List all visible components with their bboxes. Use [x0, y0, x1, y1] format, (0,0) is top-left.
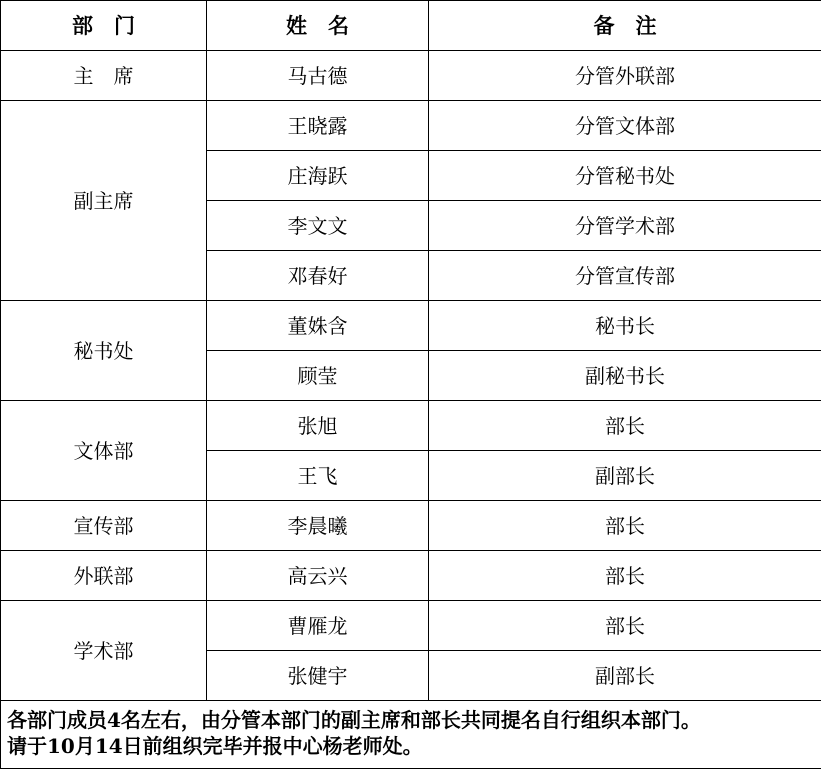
footnote-line-2: 请于10月14日前组织完毕并报中心杨老师处。 [7, 733, 821, 759]
footnote-cell [1, 701, 821, 769]
remark-cell: 部长 [429, 601, 821, 651]
remark-cell: 部长 [429, 401, 821, 451]
name-cell: 董姝含 [207, 301, 429, 351]
remark-cell: 部长 [429, 551, 821, 601]
department-cell: 副主席 [1, 101, 207, 301]
roster-body [1, 1, 821, 701]
name-cell: 顾莹 [207, 351, 429, 401]
table-row [1, 51, 821, 101]
department-cell: 文体部 [1, 401, 207, 501]
table-row [1, 101, 821, 151]
name-cell: 李文文 [207, 201, 429, 251]
name-cell: 王飞 [207, 451, 429, 501]
header-department: 部 门 [1, 1, 207, 51]
remark-cell: 部长 [429, 501, 821, 551]
remark-cell: 分管秘书处 [429, 151, 821, 201]
table-row [1, 501, 821, 551]
remark-cell: 分管外联部 [429, 51, 821, 101]
name-cell: 张健宇 [207, 651, 429, 701]
table-row [1, 551, 821, 601]
name-cell: 马古德 [207, 51, 429, 101]
footnote-line-1: 各部门成员4名左右，由分管本部门的副主席和部长共同提名自行组织本部门。 [7, 707, 821, 733]
name-cell: 高云兴 [207, 551, 429, 601]
header-remark: 备 注 [429, 1, 821, 51]
name-cell: 王晓露 [207, 101, 429, 151]
footnote-row [1, 701, 821, 769]
remark-cell: 分管文体部 [429, 101, 821, 151]
table-row [1, 401, 821, 451]
header-name: 姓 名 [207, 1, 429, 51]
remark-cell: 副部长 [429, 651, 821, 701]
name-cell: 庄海跃 [207, 151, 429, 201]
table-row [1, 301, 821, 351]
name-cell: 张旭 [207, 401, 429, 451]
name-cell: 邓春好 [207, 251, 429, 301]
department-cell: 秘书处 [1, 301, 207, 401]
header-row [1, 1, 821, 51]
department-cell: 外联部 [1, 551, 207, 601]
remark-cell: 副部长 [429, 451, 821, 501]
department-cell: 宣传部 [1, 501, 207, 551]
department-cell: 学术部 [1, 601, 207, 701]
remark-cell: 秘书长 [429, 301, 821, 351]
remark-cell: 副秘书长 [429, 351, 821, 401]
table-row [1, 601, 821, 651]
remark-cell: 分管学术部 [429, 201, 821, 251]
name-cell: 李晨曦 [207, 501, 429, 551]
name-cell: 曹雁龙 [207, 601, 429, 651]
remark-cell: 分管宣传部 [429, 251, 821, 301]
department-cell: 主 席 [1, 51, 207, 101]
